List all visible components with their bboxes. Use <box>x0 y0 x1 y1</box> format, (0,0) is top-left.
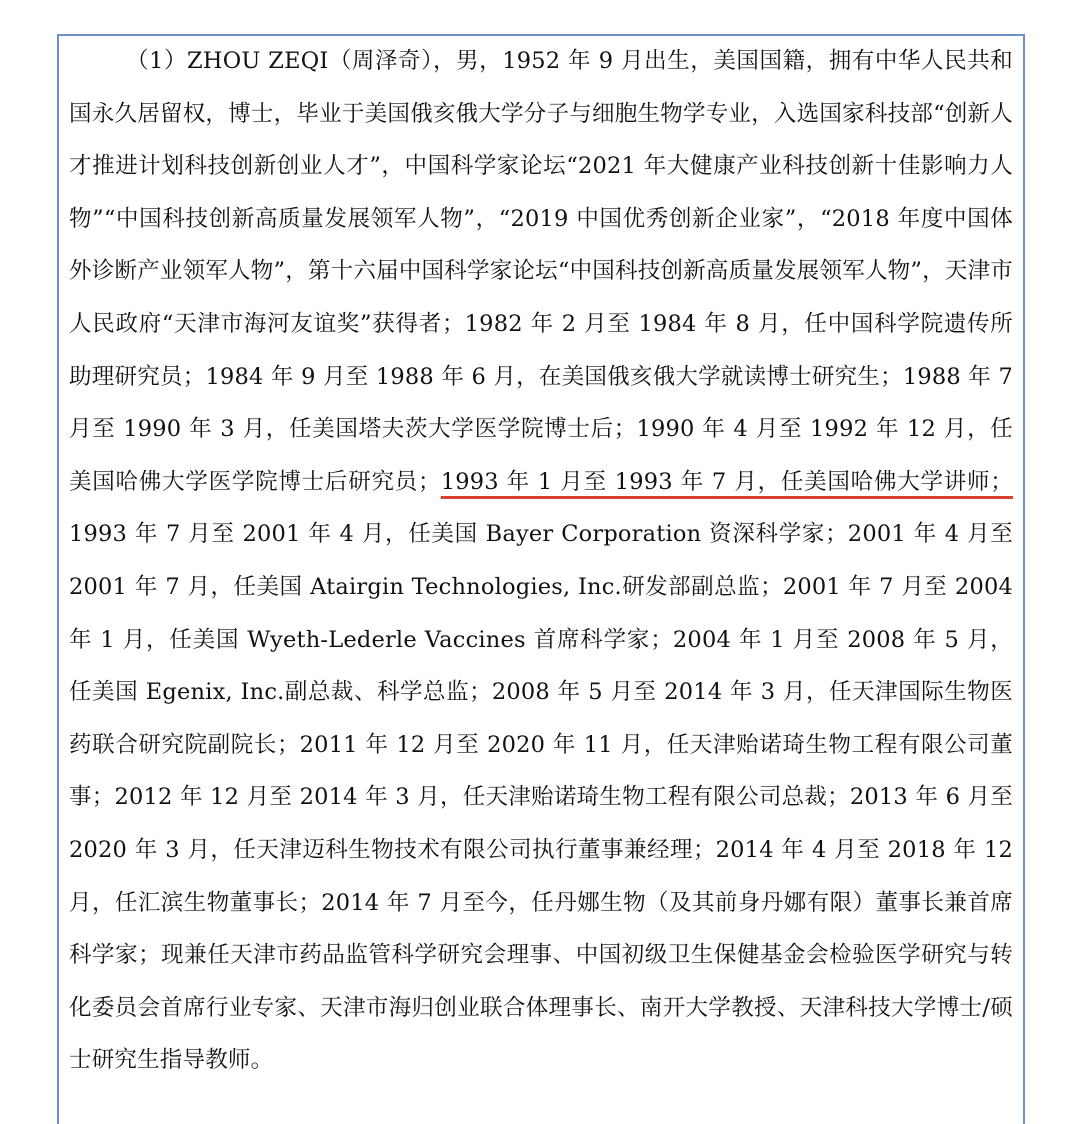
biography-paragraph <box>69 35 1013 1087</box>
bio-text-after: 1993 年 7 月至 2001 年 4 月，任美国 Bayer Corporation 资深科学家；2001 年 4 月至 2001 年 7 月，任美国 Atairgin Technologies, Inc.研发部副总监；2001 年 7 月至 2004 年 1 月，任美国 Wyeth-Lederle Vaccines 首席科学家；2004 年 1 月至 2008 年 5 月，任美国 Egenix, Inc.副总裁、科学总监；2008 年 5 月至 2014 年 3 月，任天津国际生物医药联合研究院副院长；2011 年 12 月至 2020 年 11 月，任天津贻诺琦生物工程有限公司董事；2012 年 12 月至 2014 年 3 月，任天津贻诺琦生物工程有限公司总裁；2013 年 6 月至 2020 年 3 月，任天津迈科生物技术有限公司执行董事兼经理；2014 年 4 月至 2018 年 12 月，任汇滨生物董事长；2014 年 7 月至今，任丹娜生物（及其前身丹娜有限）董事长兼首席科学家；现兼任天津市药品监管科学研究会理事、中国初级卫生保健基金会检验医学研究与转化委员会首席行业专家、天津市海归创业联合体理事长、南开大学教授、天津科技大学博士/硕士研究生指导教师。 <box>69 521 1013 1074</box>
bio-text-before: （1）ZHOU ZEQI（周泽奇），男，1952 年 9 月出生，美国国籍，拥有中华人民共和国永久居留权，博士，毕业于美国俄亥俄大学分子与细胞生物学专业，入选国家科技部“创新人才推进计划科技创新创业人才”，中国科学家论坛“2021 年大健康产业科技创新十佳影响力人物”“中国科技创新高质量发展领军人物”，“2019 中国优秀创新企业家”，“2018 年度中国体外诊断产业领军人物”，第十六届中国科学家论坛“中国科技创新高质量发展领军人物”，天津市人民政府“天津市海河友谊奖”获得者；1982 年 2 月至 1984 年 8 月，任中国科学院遗传所助理研究员；1984 年 9 月至 1988 年 6 月，在美国俄亥俄大学就读博士研究生；1988 年 7 月至 1990 年 3 月，任美国塔夫茨大学医学院博士后；1990 年 4 月至 1992 年 12 月，任美国哈佛大学医学院博士后研究员； <box>69 48 1013 495</box>
highlighted-harvard-lecturer: 1993 年 1 月至 1993 年 7 月，任美国哈佛大学讲师； <box>440 468 1013 495</box>
